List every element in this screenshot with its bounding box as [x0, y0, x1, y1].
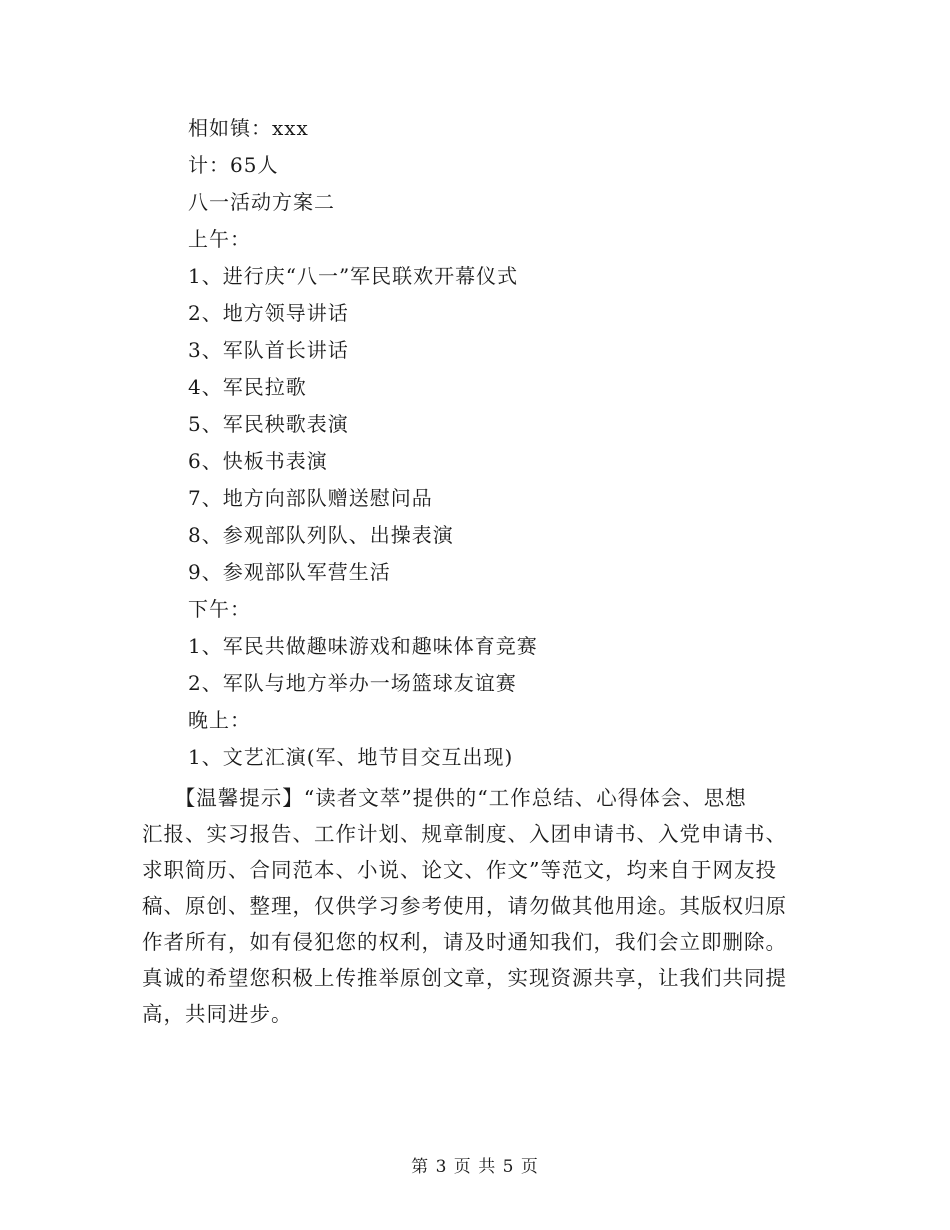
text-line: 相如镇：xxx: [188, 116, 309, 140]
list-item: 2、军队与地方举办一场篮球友谊赛: [188, 671, 517, 695]
tip-line: 高，共同进步。: [142, 1002, 293, 1026]
section-heading: 八一活动方案二: [188, 190, 335, 214]
list-item: 3、军队首长讲话: [188, 338, 349, 362]
tip-line: 汇报、实习报告、工作计划、规章制度、入团申请书、入党申请书、: [142, 822, 787, 846]
section-heading: 下午：: [188, 597, 251, 621]
tip-paragraph: [142, 780, 802, 1032]
list-item: 4、军民拉歌: [188, 375, 307, 399]
list-item: 9、参观部队军营生活: [188, 560, 391, 584]
list-item: 2、地方领导讲话: [188, 301, 349, 325]
list-item: 5、军民秧歌表演: [188, 412, 349, 436]
text-line: 计：65人: [188, 153, 279, 177]
list-item: 7、地方向部队赠送慰问品: [188, 486, 433, 510]
tip-line: 真诚的希望您积极上传推举原创文章，实现资源共享，让我们共同提: [142, 966, 787, 990]
section-heading: 上午：: [188, 227, 251, 251]
page-footer: 第 3 页 共 5 页: [411, 1157, 539, 1177]
list-item: 6、快板书表演: [188, 449, 328, 473]
list-item: 1、军民共做趣味游戏和趣味体育竞赛: [188, 634, 538, 658]
tip-line: 作者所有，如有侵犯您的权利，请及时通知我们，我们会立即删除。: [142, 930, 787, 954]
list-item: 1、文艺汇演(军、地节目交互出现): [188, 745, 514, 769]
list-item: 8、参观部队列队、出操表演: [188, 523, 454, 547]
tip-line: 求职简历、合同范本、小说、论文、作文”等范文，均来自于网友投: [142, 858, 777, 882]
list-item: 1、进行庆“八一”军民联欢开幕仪式: [188, 264, 519, 288]
tip-line: 稿、原创、整理，仅供学习参考使用，请勿做其他用途。其版权归原: [142, 894, 787, 918]
section-heading: 晚上：: [188, 708, 251, 732]
tip-line: 【温馨提示】“读者文萃”提供的“工作总结、心得体会、思想: [142, 786, 747, 810]
